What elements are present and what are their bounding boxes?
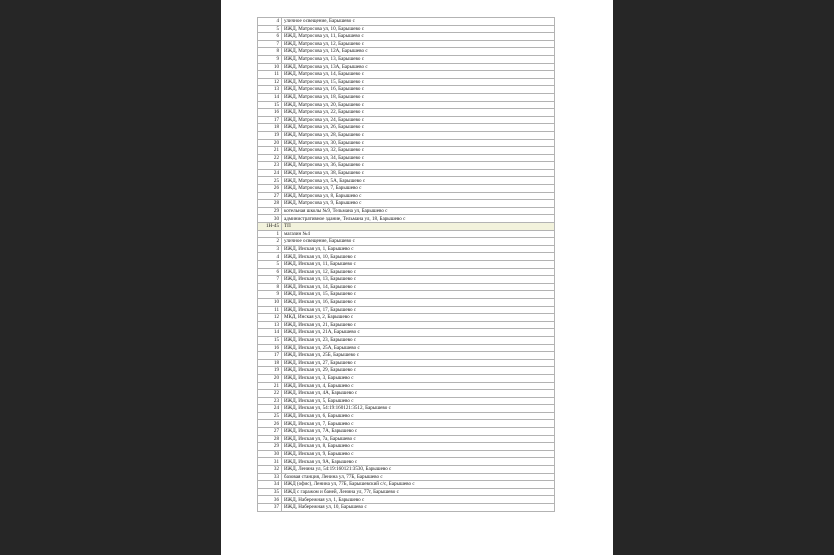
row-text: ИЖД, Инская ул, 4А, Барышево с [282, 390, 555, 398]
table-row [258, 18, 555, 26]
row-text: административное здание, Тельмана ул, 18, Барышево с [282, 215, 555, 223]
row-number: 34 [258, 481, 282, 489]
table-row [258, 382, 555, 390]
table-row [258, 124, 555, 132]
row-number: 11 [258, 306, 282, 314]
row-text: ИЖД, Инская ул, 11, Барышево с [282, 261, 555, 269]
row-text: ИЖД, Матросова ул, 9, Барышево с [282, 200, 555, 208]
table-row [258, 63, 555, 71]
table-row [258, 405, 555, 413]
row-text: ИЖД (офис), Ленина ул, 77Б, Барышевский с/с, Барышево с [282, 481, 555, 489]
section-row [258, 223, 555, 231]
row-text: ИЖД, Матросова ул, 13, Барышево с [282, 55, 555, 63]
row-text: ИЖД, Набережная ул, 10, Барышево с [282, 504, 555, 512]
table-row [258, 131, 555, 139]
table-row [258, 253, 555, 261]
row-number: 26 [258, 185, 282, 193]
table-row [258, 344, 555, 352]
row-text: ИЖД, Инская ул, 25Б, Барышево с [282, 352, 555, 360]
table-row [258, 207, 555, 215]
row-number: 23 [258, 397, 282, 405]
row-text: ИЖД, Матросова ул, 32, Барышево с [282, 147, 555, 155]
row-text: ИЖД, Матросова ул, 18, Барышево с [282, 93, 555, 101]
table-row [258, 374, 555, 382]
table-row [258, 504, 555, 512]
row-text: ИЖД, Инская ул, 4, Барышево с [282, 382, 555, 390]
table-row [258, 291, 555, 299]
row-text: ИЖД, Инская ул, 10, Барышево с [282, 253, 555, 261]
row-number: 27 [258, 428, 282, 436]
row-number: 10 [258, 63, 282, 71]
row-text: ИЖД, Инская ул, 14, Барышево с [282, 283, 555, 291]
table-row [258, 390, 555, 398]
row-text: ИЖД, Матросова ул, 5А, Барышево с [282, 177, 555, 185]
table-row [258, 306, 555, 314]
row-text: ИЖД, Инская ул, 6, Барышево с [282, 412, 555, 420]
address-table [257, 17, 555, 512]
table-row [258, 473, 555, 481]
row-text: ИЖД, Инская ул, 12, Барышево с [282, 268, 555, 276]
row-number: 20 [258, 374, 282, 382]
row-number: 21 [258, 382, 282, 390]
row-number: 19 [258, 131, 282, 139]
row-text: уличное освещение, Барышево с [282, 18, 555, 26]
table-row [258, 33, 555, 41]
row-number: 35 [258, 488, 282, 496]
table-row [258, 215, 555, 223]
row-text: ИЖД, Матросова ул, 7, Барышево с [282, 185, 555, 193]
row-number: 8 [258, 283, 282, 291]
row-text: ИЖД, Матросова ул, 11, Барышево с [282, 33, 555, 41]
table-row [258, 481, 555, 489]
row-number: 8 [258, 48, 282, 56]
row-text: уличное освещение, Барышево с [282, 238, 555, 246]
row-number: 1 [258, 230, 282, 238]
row-text: ИЖД, Инская ул, 7А, Барышево с [282, 428, 555, 436]
row-text: ИЖД, Инская ул, 3, Барышево с [282, 374, 555, 382]
table-row [258, 314, 555, 322]
row-number: 22 [258, 390, 282, 398]
row-number: 18 [258, 124, 282, 132]
row-text: ИЖД, Матросова ул, 36, Барышево с [282, 162, 555, 170]
table-row [258, 109, 555, 117]
table-row [258, 71, 555, 79]
row-text: ИЖД, Матросова ул, 14, Барышево с [282, 71, 555, 79]
row-number: 32 [258, 466, 282, 474]
row-text: котельная школы №9, Тельмана ул, Барышево с [282, 207, 555, 215]
row-text: МКД, Инская ул, 2, Барышево с [282, 314, 555, 322]
address-table-body [258, 18, 555, 512]
row-number: 21 [258, 147, 282, 155]
row-number: 24 [258, 169, 282, 177]
row-number: 2 [258, 238, 282, 246]
row-number: 4 [258, 18, 282, 26]
row-number: 6 [258, 33, 282, 41]
table-row [258, 230, 555, 238]
table-row [258, 116, 555, 124]
row-number: 12 [258, 78, 282, 86]
row-text: ИЖД, Инская ул, 5, Барышево с [282, 397, 555, 405]
document-page [221, 0, 613, 555]
row-text: ИЖД, Инская ул, 27, Барышево с [282, 359, 555, 367]
table-row [258, 496, 555, 504]
row-number: 12 [258, 314, 282, 322]
row-text: ИЖД, Матросова ул, 20, Барышево с [282, 101, 555, 109]
table-row [258, 329, 555, 337]
table-row [258, 412, 555, 420]
table-row [258, 154, 555, 162]
table-row [258, 321, 555, 329]
table-row [258, 367, 555, 375]
row-number: 15 [258, 101, 282, 109]
row-number: 19 [258, 367, 282, 375]
row-number: 18 [258, 359, 282, 367]
table-row [258, 352, 555, 360]
row-number: 9 [258, 55, 282, 63]
row-text: ИЖД, Ленина ул, 54:19:160121:3530, Барышево с [282, 466, 555, 474]
table-row [258, 261, 555, 269]
row-number: 7 [258, 40, 282, 48]
row-text: ИЖД, Матросова ул, 10, Барышево с [282, 25, 555, 33]
row-number: 30 [258, 450, 282, 458]
row-text: ИЖД, Матросова ул, 34, Барышево с [282, 154, 555, 162]
row-number: 1H-45 [258, 223, 282, 231]
row-number: 31 [258, 458, 282, 466]
table-row [258, 55, 555, 63]
row-text: ИЖД, Инская ул, 25А, Барышево с [282, 344, 555, 352]
row-text: ИЖД, Матросова ул, 13А, Барышево с [282, 63, 555, 71]
row-text: ИЖД, Матросова ул, 30, Барышево с [282, 139, 555, 147]
row-number: 15 [258, 336, 282, 344]
row-number: 25 [258, 412, 282, 420]
row-text: ИЖД, Матросова ул, 28, Барышево с [282, 131, 555, 139]
row-text: ИЖД, Матросова ул, 12А, Барышево с [282, 48, 555, 56]
table-row [258, 162, 555, 170]
row-number: 28 [258, 435, 282, 443]
row-number: 37 [258, 504, 282, 512]
row-text: ИЖД, Матросова ул, 26, Барышево с [282, 124, 555, 132]
row-number: 27 [258, 192, 282, 200]
row-text: ИЖД, Инская ул, 8, Барышево с [282, 443, 555, 451]
table-row [258, 238, 555, 246]
table-row [258, 276, 555, 284]
table-row [258, 101, 555, 109]
row-number: 36 [258, 496, 282, 504]
row-text: ИЖД, Матросова ул, 38, Барышево с [282, 169, 555, 177]
row-number: 13 [258, 86, 282, 94]
row-text: ИЖД, Инская ул, 7, Барышево с [282, 420, 555, 428]
table-row [258, 86, 555, 94]
row-text: ИЖД, Инская ул, 21, Барышево с [282, 321, 555, 329]
row-number: 7 [258, 276, 282, 284]
table-row [258, 48, 555, 56]
row-number: 11 [258, 71, 282, 79]
row-text: ИЖД, Матросова ул, 22, Барышево с [282, 109, 555, 117]
row-number: 17 [258, 352, 282, 360]
row-number: 20 [258, 139, 282, 147]
table-row [258, 185, 555, 193]
table-row [258, 192, 555, 200]
row-text: ИЖД, Инская ул, 9, Барышево с [282, 450, 555, 458]
table-row [258, 147, 555, 155]
table-row [258, 78, 555, 86]
table-row [258, 458, 555, 466]
table-row [258, 336, 555, 344]
table-row [258, 298, 555, 306]
table-row [258, 420, 555, 428]
row-text: ИЖД с гаражом и баней, Ленина ул, 77г, Барышево с [282, 488, 555, 496]
row-text: ИЖД, Инская ул, 16, Барышево с [282, 298, 555, 306]
row-text: ИЖД, Инская ул, 15, Барышево с [282, 291, 555, 299]
table-row [258, 169, 555, 177]
row-number: 14 [258, 93, 282, 101]
row-text: ИЖД, Инская ул, 23, Барышево с [282, 336, 555, 344]
row-number: 22 [258, 154, 282, 162]
row-number: 5 [258, 261, 282, 269]
row-number: 33 [258, 473, 282, 481]
row-number: 29 [258, 207, 282, 215]
row-number: 6 [258, 268, 282, 276]
table-row [258, 435, 555, 443]
row-text: магазин №4 [282, 230, 555, 238]
row-text: ИЖД, Инская ул, 9А, Барышево с [282, 458, 555, 466]
row-number: 17 [258, 116, 282, 124]
row-text: ИЖД, Инская ул, 54:19:160121:3512, Барышево с [282, 405, 555, 413]
row-text: ИЖД, Матросова ул, 12, Барышево с [282, 40, 555, 48]
row-number: 23 [258, 162, 282, 170]
table-row [258, 443, 555, 451]
table-row [258, 488, 555, 496]
row-text: ИЖД, Инская ул, 1, Барышево с [282, 245, 555, 253]
row-number: 26 [258, 420, 282, 428]
row-number: 16 [258, 344, 282, 352]
table-row [258, 25, 555, 33]
table-row [258, 245, 555, 253]
table-row [258, 40, 555, 48]
row-text: ИЖД, Матросова ул, 15, Барышево с [282, 78, 555, 86]
row-number: 16 [258, 109, 282, 117]
row-text: ИЖД, Инская ул, 29, Барышево с [282, 367, 555, 375]
table-row [258, 450, 555, 458]
table-row [258, 428, 555, 436]
row-number: 28 [258, 200, 282, 208]
row-number: 30 [258, 215, 282, 223]
row-text: ИЖД, Матросова ул, 24, Барышево с [282, 116, 555, 124]
row-text: ИЖД, Набережная ул, 1, Барышево с [282, 496, 555, 504]
table-row [258, 466, 555, 474]
table-row [258, 283, 555, 291]
row-number: 4 [258, 253, 282, 261]
row-text: ИЖД, Матросова ул, 8, Барышево с [282, 192, 555, 200]
row-number: 14 [258, 329, 282, 337]
table-row [258, 139, 555, 147]
row-number: 9 [258, 291, 282, 299]
row-number: 25 [258, 177, 282, 185]
row-number: 13 [258, 321, 282, 329]
row-number: 24 [258, 405, 282, 413]
row-text: ИЖД, Матросова ул, 16, Барышево с [282, 86, 555, 94]
row-number: 5 [258, 25, 282, 33]
row-text: базовая станция, Ленина ул, 77Б, Барышево с [282, 473, 555, 481]
row-text: ИЖД, Инская ул, 17, Барышево с [282, 306, 555, 314]
table-row [258, 93, 555, 101]
row-number: 3 [258, 245, 282, 253]
table-row [258, 268, 555, 276]
row-text: ИЖД, Инская ул, 13, Барышево с [282, 276, 555, 284]
row-text: ТП [282, 223, 555, 231]
row-number: 29 [258, 443, 282, 451]
table-row [258, 359, 555, 367]
table-row [258, 397, 555, 405]
table-row [258, 200, 555, 208]
row-text: ИЖД, Инская ул, 21А, Барышево с [282, 329, 555, 337]
row-text: ИЖД, Инская ул, 7а, Барышево с [282, 435, 555, 443]
table-row [258, 177, 555, 185]
row-number: 10 [258, 298, 282, 306]
